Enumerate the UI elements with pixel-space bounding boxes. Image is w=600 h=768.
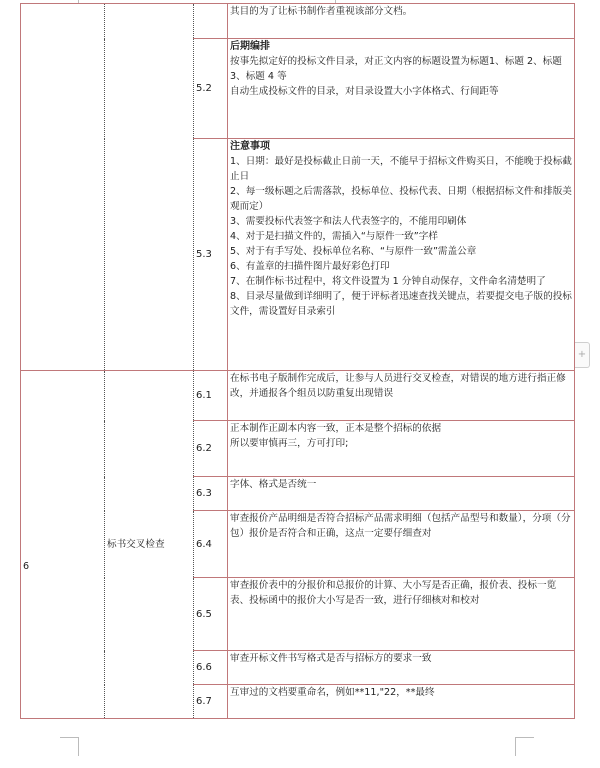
section-number-cell[interactable] <box>21 4 105 371</box>
content-line: 8、目录尽量做到详细明了，便于评标者迅速查找关键点，若要提交电子版的投标文件，需设置好目录索引 <box>230 291 572 317</box>
sub-number-cell[interactable]: 6.7 <box>194 685 228 719</box>
content-cell[interactable] <box>228 477 575 511</box>
table-row <box>21 4 575 39</box>
content-line: 4、对于是扫描文件的，需插入“与原件一致”字样 <box>230 231 438 242</box>
content-cell[interactable] <box>228 139 575 371</box>
content-cell[interactable] <box>228 39 575 139</box>
content-line: 审查开标文件书写格式是否与招标方的要求一致 <box>230 653 432 664</box>
content-line: 2、每一级标题之后需落款，投标单位、投标代表、日期（根据招标文件和排版美观而定） <box>230 186 572 212</box>
content-line: 审查报价产品明细是否符合招标产品需求明细（包括产品型号和数量），分项（分包）报价是否符合和正确，这点一定要仔细查对 <box>230 513 571 539</box>
add-row-button[interactable]: + <box>575 342 590 368</box>
content-line: 自动生成投标文件的目录，对目录设置大小字体格式、行间距等 <box>230 86 499 97</box>
content-line: 审查报价表中的分报价和总报价的计算、大小写是否正确，报价表、投标一览表、投标函中的报价大小写是否一致，进行仔细核对和校对 <box>230 580 557 606</box>
checklist-table <box>20 3 575 719</box>
sub-number-cell[interactable]: 6.4 <box>194 511 228 578</box>
sub-number-cell[interactable]: 6.5 <box>194 578 228 651</box>
content-cell[interactable] <box>228 651 575 685</box>
sub-number-cell[interactable] <box>194 4 228 39</box>
content-heading: 注意事项 <box>230 141 270 152</box>
content-line: 5、对于有手写处、投标单位名称、“与原件一致”需盖公章 <box>230 246 477 257</box>
sub-number-cell[interactable]: 5.2 <box>194 39 228 139</box>
content-line: 其目的为了让标书制作者重视该部分文档。 <box>230 6 413 17</box>
page-margin-corner-mark <box>515 737 534 756</box>
section-title-cell[interactable] <box>105 4 194 371</box>
content-cell[interactable] <box>228 685 575 719</box>
sub-number-cell[interactable]: 5.3 <box>194 139 228 371</box>
sub-number-cell[interactable]: 6.6 <box>194 651 228 685</box>
content-cell[interactable] <box>228 371 575 421</box>
content-line: 1、日期：最好是投标截止日前一天，不能早于招标文件购买日，不能晚于投标截止日 <box>230 156 572 182</box>
content-line: 按事先拟定好的投标文件目录，对正文内容的标题设置为标题1、标题 2、标题 3、标题 4 等 <box>230 56 562 82</box>
content-line: 在标书电子版制作完成后，让参与人员进行交叉检查，对错误的地方进行指正修改，并通报各个组员以防重复出现错误 <box>230 373 566 399</box>
content-line: 7、在制作标书过程中，将文件设置为 1 分钟自动保存，文件命名清楚明了 <box>230 276 546 287</box>
content-line: 6、有盖章的扫描件图片最好彩色打印 <box>230 261 390 272</box>
content-cell[interactable] <box>228 511 575 578</box>
page-margin-corner-mark <box>60 737 79 756</box>
sub-number-cell[interactable]: 6.1 <box>194 371 228 421</box>
sub-number-cell[interactable]: 6.3 <box>194 477 228 511</box>
content-line: 字体、格式是否统一 <box>230 479 317 490</box>
content-line: 正本制作正副本内容一致，正本是整个招标的依据 <box>230 423 442 434</box>
content-line: 所以要审慎再三，方可打印; <box>230 438 349 449</box>
content-cell[interactable] <box>228 578 575 651</box>
table-row <box>21 371 575 421</box>
content-cell[interactable] <box>228 4 575 39</box>
sub-number-cell[interactable]: 6.2 <box>194 421 228 477</box>
content-line: 3、需要投标代表签字和法人代表签字的，不能用印刷体 <box>230 216 467 227</box>
content-line: 互审过的文档要重命名，例如**11,"22，**最终 <box>230 687 435 698</box>
content-cell[interactable] <box>228 421 575 477</box>
content-heading: 后期编排 <box>230 41 270 52</box>
section-number-cell[interactable]: 6 <box>21 371 105 719</box>
section-title-cell[interactable]: 标书交叉检查 <box>105 371 194 719</box>
